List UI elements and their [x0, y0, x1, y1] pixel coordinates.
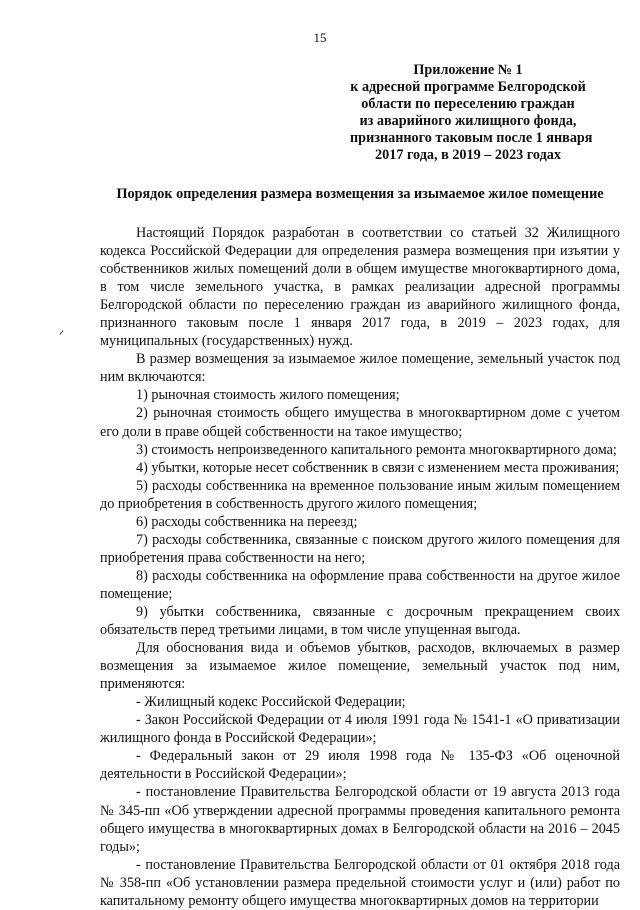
list-item: 5) расходы собственника на временное пользование иным жилым помещением до приобретения в собственность другого жилого помещения; [100, 477, 620, 512]
appendix-line: признанного таковым после 1 января [350, 130, 593, 146]
list-item: 7) расходы собственника, связанные с поиском другого жилого помещения для приобретения права собственности на него; [100, 531, 620, 566]
law-reference: - Федеральный закон от 29 июля 1998 года № 135-ФЗ «Об оценочной деятельности в Российской Федерации»; [100, 748, 620, 783]
appendix-line: 2017 года, в 2019 – 2023 годах [375, 147, 561, 163]
list-item: 1) рыночная стоимость жилого помещения; [136, 387, 400, 404]
list-item: 2) рыночная стоимость общего имущества в многоквартирном доме с учетом его доли в праве общей собственности на такое имущество; [100, 405, 620, 440]
list-item: 3) стоимость непроизведенного капитального ремонта многоквартирного дома; [136, 441, 617, 458]
list-item: 8) расходы собственника на оформление права собственности на другое жилое помещение; [100, 567, 620, 602]
list-item: 6) расходы собственника на переезд; [136, 513, 358, 530]
margin-pen-mark [60, 330, 64, 334]
paragraph: Настоящий Порядок разработан в соответствии со статьей 32 Жилищного кодекса Российской Федерации для определения размера возмещения при изъятии у собственников жилых помещений доли в общем имуществе многоквартирного дома, в том числе земельного участка, в рамках реализации адресной программы Белгородской области по переселению граждан из аварийного жилищного фонда, признанного таковым после 1 января 2017 года, в 2019 – 2023 годах, для муниципальных (государственных) нужд. [100, 225, 620, 350]
document-title: Порядок определения размера возмещения за изымаемое жилое помещение [116, 186, 604, 202]
paragraph: Для обоснования вида и объемов убытков, расходов, включаемых в размер возмещения за изымаемое жилое помещение, земельный участок под ним, применяются: [100, 640, 620, 693]
list-item: 4) убытки, которые несет собственник в связи с изменением места проживания; [136, 459, 620, 476]
document-body [100, 224, 620, 910]
list-item: 9) убытки собственника, связанные с досрочным прекращением своих обязательств перед третьими лицами, в том числе упущенная выгода. [100, 603, 620, 639]
appendix-header [350, 62, 593, 164]
paragraph: В размер возмещения за изымаемое жилое помещение, земельный участок под ним включаются: [100, 351, 620, 386]
page-number: 15 [313, 30, 327, 45]
law-reference: - Жилищный кодекс Российской Федерации; [136, 694, 406, 711]
law-reference: - постановление Правительства Белгородской области от 19 августа 2013 года № 345-пп «Об утверждении адресной программы проведения капитального ремонта общего имущества в многоквартирных домах в Белгородской области на 2016 – 2045 годы»; [100, 784, 620, 855]
appendix-line: области по переселению граждан [361, 96, 575, 112]
appendix-line: из аварийного жилищного фонда, [359, 113, 577, 129]
appendix-line: Приложение № 1 [413, 62, 523, 78]
law-reference: - постановление Правительства Белгородской области от 01 октября 2018 года № 358-пп «Об установлении размера предельной стоимости услуг и (или) работ по капитальному ремонту общего имущества многоквартирных домов на территории [100, 856, 620, 909]
appendix-line: к адресной программе Белгородской [350, 79, 586, 95]
law-reference: - Закон Российской Федерации от 4 июля 1991 года № 1541-1 «О приватизации жилищного фонда в Российской Федерации»; [100, 712, 620, 747]
